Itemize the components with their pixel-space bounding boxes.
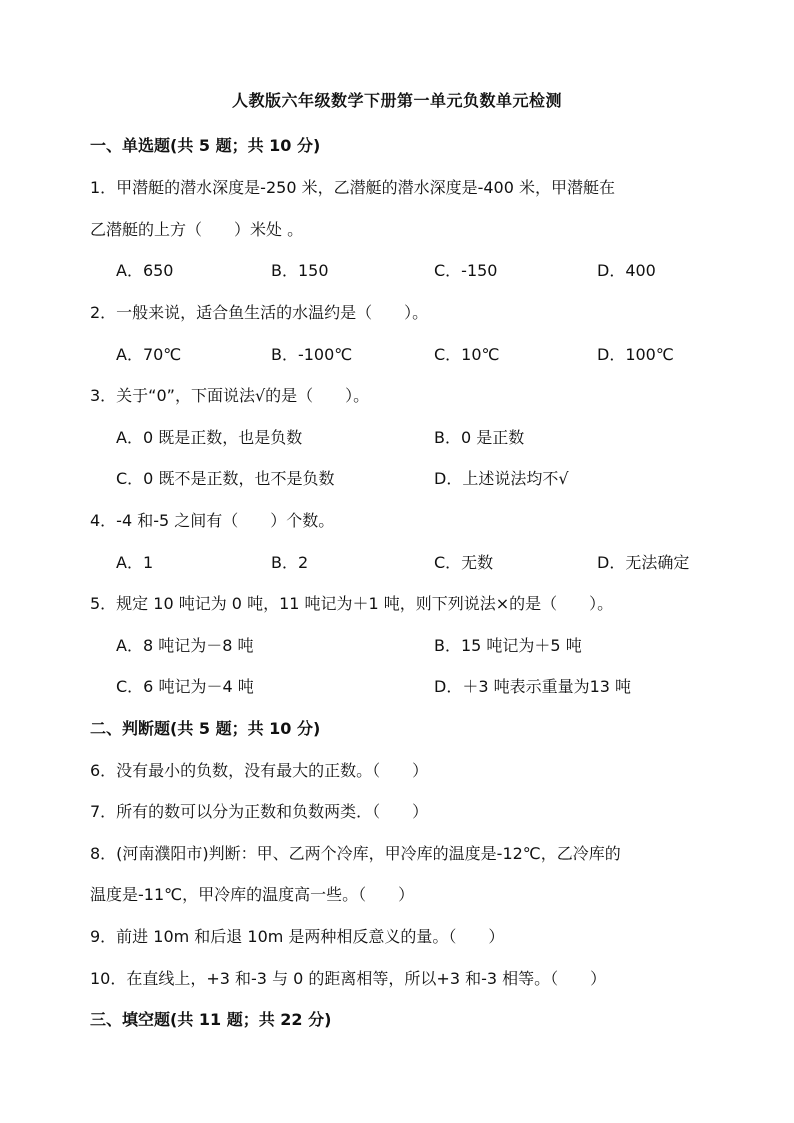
question-5-option-c: C．6 吨记为－4 吨 — [116, 677, 254, 696]
question-8-text: 8．(河南濮阳市)判断：甲、乙两个冷库，甲冷库的温度是-12℃，乙冷库的 — [90, 844, 621, 863]
question-6-text: 6．没有最小的负数，没有最大的正数。（ ） — [90, 761, 429, 780]
question-2-option-a: A．70℃ — [116, 345, 182, 364]
question-3-option-c: C．0 既不是正数，也不是负数 — [116, 469, 335, 488]
question-5-text: 5．规定 10 吨记为 0 吨，11 吨记为＋1 吨，则下列说法×的是（ ）。 — [90, 594, 614, 613]
question-2-option-b: B．-100℃ — [271, 345, 353, 364]
question-1-text: 1．甲潜艇的潜水深度是-250 米，乙潜艇的潜水深度是-400 米，甲潜艇在 — [90, 178, 615, 197]
question-5-option-b: B．15 吨记为＋5 吨 — [434, 636, 582, 655]
question-7-text: 7．所有的数可以分为正数和负数两类．（ ） — [90, 802, 429, 821]
question-1-option-d: D．400 — [597, 261, 656, 280]
question-2-text: 2．一般来说，适合鱼生活的水温约是（ ）。 — [90, 303, 429, 322]
question-4-option-d: D．无法确定 — [597, 553, 690, 572]
question-5-option-a: A．8 吨记为－8 吨 — [116, 636, 254, 655]
page-title: 人教版六年级数学下册第一单元负数单元检测 — [231, 91, 562, 110]
question-4-option-a: A．1 — [116, 553, 154, 572]
section-heading-true-false: 二、判断题(共 5 题；共 10 分) — [90, 719, 321, 738]
question-2-option-d: D．100℃ — [597, 345, 674, 364]
question-9-text: 9．前进 10m 和后退 10m 是两种相反意义的量。（ ） — [90, 927, 505, 946]
section-heading-single-choice: 一、单选题(共 5 题；共 10 分) — [90, 136, 321, 155]
section-heading-fill-blank: 三、填空题(共 11 题；共 22 分) — [90, 1010, 332, 1029]
question-1-option-c: C．-150 — [434, 261, 498, 280]
question-4-option-b: B．2 — [271, 553, 309, 572]
question-8-text-cont: 温度是-11℃，甲冷库的温度高一些。（ ） — [90, 885, 415, 904]
question-1-option-b: B．150 — [271, 261, 329, 280]
question-4-text: 4．-4 和-5 之间有（ ）个数。 — [90, 511, 335, 530]
question-1-text-cont: 乙潜艇的上方（ ）米处 。 — [90, 220, 304, 239]
question-3-option-d: D．上述说法均不√ — [434, 469, 569, 488]
question-2-option-c: C．10℃ — [434, 345, 500, 364]
question-1-option-a: A．650 — [116, 261, 174, 280]
question-10-text: 10．在直线上，+3 和-3 与 0 的距离相等，所以+3 和-3 相等。（ ） — [90, 969, 607, 988]
question-3-option-a: A．0 既是正数，也是负数 — [116, 428, 303, 447]
question-5-option-d: D．＋3 吨表示重量为13 吨 — [434, 677, 632, 696]
question-3-option-b: B．0 是正数 — [434, 428, 525, 447]
question-4-option-c: C．无数 — [434, 553, 494, 572]
question-3-text: 3．关于“0”，下面说法√的是（ ）。 — [90, 386, 370, 405]
